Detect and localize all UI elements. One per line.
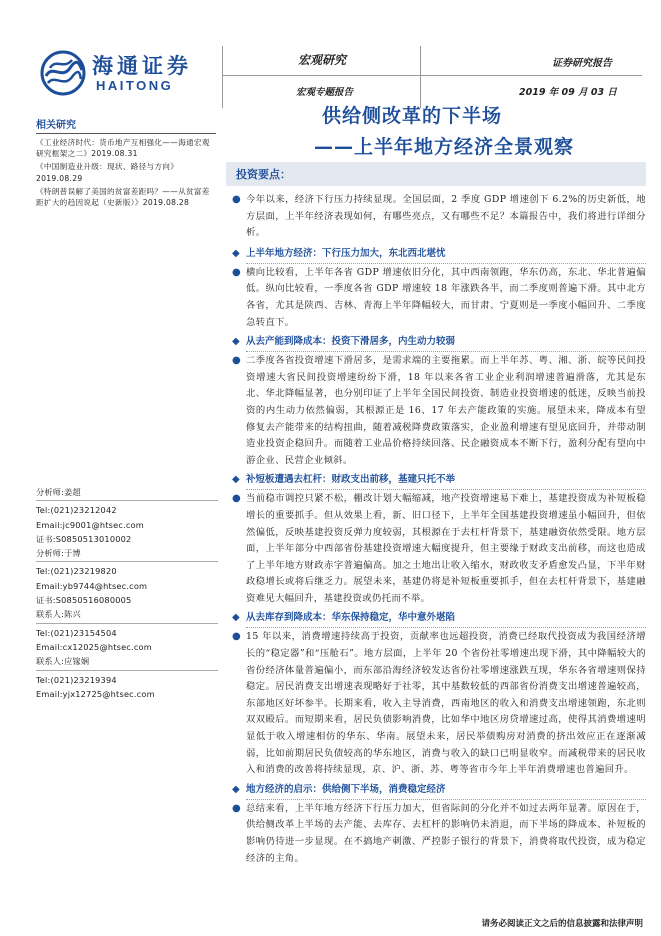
- report-type: 证券研究报告: [552, 58, 612, 69]
- contact-card: [36, 607, 218, 654]
- analyst-rule: [36, 500, 218, 501]
- subsection-heading: [228, 334, 646, 350]
- logo-english-name: HAITONG: [96, 78, 174, 93]
- related-research-item[interactable]: 《中国制造业升级：现状、路径与方向》2019.08.29: [36, 162, 179, 183]
- analyst-name: 分析师:于博: [36, 548, 81, 559]
- subsection-title: 补短板遭遇去杠杆：财政支出前移，基建只托不举: [246, 474, 456, 486]
- analyst-tel: Tel:(021)23219820: [36, 566, 117, 577]
- analyst-cert: 证书:S0850516080005: [36, 595, 132, 606]
- contact-tel: Tel:(021)23219394: [36, 674, 117, 685]
- paragraph-text: 二季度各省投资增速下滑居多，是需求端的主要拖累。而上半年苏、粤、湘、浙、皖等民间投资增速大省民间投资增速纷纷下滑，18 年以来各省工业企业利润增速普遍滑落，尤其是东北、华北降幅显著，也分别印证了上半年全国民间投资、制造业投资增速的低迷，反映当前投资的内生动力依然偏弱，其根源正是 16、17 年去产能政策的实施。展望未来，降成本有望修复去产能带来的结构扭曲，随着减税降费政策落实，企业盈利增速有望见底回升，并带动制造业投资企稳回升。而随着工业品价格持续回落、民企融资成本不断下行，盈利分配有望向中游企业、民营企业倾斜。: [246, 355, 646, 466]
- bullet-icon: ●: [232, 355, 242, 367]
- analyst-card: [36, 485, 218, 546]
- disclaimer-footer: 请务必阅读正文之后的信息披露和法律声明: [481, 919, 643, 929]
- logo-chinese-name: 海通证券: [92, 54, 192, 78]
- body-paragraph: [228, 801, 646, 867]
- bullet-icon: ●: [232, 493, 242, 505]
- contact-tel: Tel:(021)23154504: [36, 627, 117, 638]
- arrow-icon: ◆: [232, 336, 240, 348]
- subsection-heading: [228, 246, 646, 262]
- body-paragraph: [228, 491, 646, 607]
- report-subcategory: 宏观专题报告: [296, 87, 354, 98]
- subsection-title: 上半年地方经济：下行压力加大，东北西北堪忧: [246, 247, 446, 259]
- analyst-tel: Tel:(021)23212042: [36, 505, 117, 516]
- header-divider-mid: [420, 46, 421, 108]
- contact-name: 联系人:应镓娴: [36, 656, 90, 667]
- subsection-heading: [228, 782, 646, 798]
- report-date: 2019 年 09 月 03 日: [519, 87, 617, 98]
- subsection-heading: [228, 610, 646, 626]
- analyst-name: 分析师:姜超: [36, 487, 81, 497]
- body-paragraph: [228, 265, 646, 331]
- subsection-rule: [246, 627, 646, 628]
- bullet-icon: ●: [232, 266, 242, 278]
- subsection-title: 从去产能到降成本：投资下滑居多，内生动力较弱: [246, 336, 456, 348]
- report-subtitle: ——上半年地方经济全景观察: [314, 136, 575, 158]
- contact-rule: [36, 670, 218, 671]
- analyst-email[interactable]: Email:jc9001@htsec.com: [36, 519, 144, 530]
- analyst-card: [36, 546, 218, 607]
- related-research-item[interactable]: 《特朗普误解了美国的贫富差距吗？——从贫富差距扩大的趋因说起（史新版）》2019.08.28: [36, 186, 210, 208]
- intro-paragraph: [228, 192, 646, 242]
- report-header: [0, 0, 661, 110]
- analyst-cert: 证书:S0850513010002: [36, 533, 132, 544]
- report-body: [228, 190, 646, 867]
- contact-email[interactable]: Email:yjx12725@htsec.com: [36, 688, 155, 699]
- bullet-icon: ●: [232, 802, 242, 814]
- haitong-swirl-icon: [40, 50, 86, 96]
- subsection-title: 从去库存到降成本：华东保持稳定，华中意外堪陷: [246, 612, 456, 624]
- contact-email[interactable]: Email:cx12025@htsec.com: [36, 641, 152, 652]
- related-research-item[interactable]: 《工业经济时代：货币地产互相强化——海通宏观研究框架之二》2019.08.31: [36, 138, 210, 159]
- subsection-rule: [246, 351, 646, 352]
- contact-card: [36, 654, 218, 701]
- arrow-icon: ◆: [232, 474, 240, 486]
- contact-rule: [36, 623, 218, 624]
- haitong-logo: [40, 44, 200, 102]
- analyst-email[interactable]: Email:yb9744@htsec.com: [36, 580, 148, 591]
- report-category: 宏观研究: [298, 53, 347, 67]
- subsection-title: 地方经济的启示：供给侧下半场，消费稳定经济: [246, 783, 446, 795]
- section-header-bar: [226, 162, 646, 186]
- related-research: [36, 116, 216, 208]
- bullet-icon: ●: [232, 194, 242, 205]
- paragraph-text: 横向比较看，上半年各省 GDP 增速依旧分化，其中西南领跑，华东仍高，东北、华北普遍偏低。纵向比较看，一季度各省 GDP 增速较 18 年涨跌各半，而二季度则普遍下滑。其中北方各省，尤其是陕西、吉林、青海上半年降幅较大，而甘肃、宁夏则是一季度小幅回升、二季度急转直下。: [246, 266, 646, 328]
- bullet-icon: ●: [232, 631, 242, 643]
- paragraph-text: 15 年以来，消费增速持续高于投资，贡献率也远超投资，消费已经取代投资成为我国经济增长的“稳定器”和“压舱石”。地方层面，上半年 20 个省份社零增速出现下滑，其中降幅较大的省份经济体量普遍偏小，而东部沿海经济较发达省份社零增速涨跌互现，华东各省增速则保持稳定。居民消费支出增速表现略好于社零，其中基数较低的西部省份消费支出增速普遍较高，东部地区好坏参半。长期来看，收入主导消费，西南地区的收入和消费支出增速领跑，东北则双双殿后。而短期来看，居民负债影响消费，比如华中地区房贷增速过高，使得其消费增速明显低于收入增速相仿的华东、华南。展望未来，居民举债购房对消费的挤出效应正在逐渐减弱，比如前期居民负债较高的华东地区，消费与收入的缺口已明显收窄。而减税带来的居民收入和消费的改善将持续显现，京、沪、浙、苏、粤等省市今年上半年消费增速也普遍回升。: [246, 631, 646, 776]
- subsection-rule: [246, 489, 646, 490]
- contact-name: 联系人:陈兴: [36, 609, 81, 620]
- arrow-icon: ◆: [232, 612, 240, 624]
- subsection-heading: [228, 472, 646, 488]
- analyst-contacts: [36, 485, 218, 701]
- related-research-rule: [36, 133, 216, 134]
- section-heading: 投资要点：: [236, 168, 291, 181]
- arrow-icon: ◆: [232, 783, 240, 795]
- paragraph-text: 当前稳市调控只紧不松，棚改计划大幅缩减，地产投资增速易下难上，基建投资成为补短板稳增长的重要抓手。但从效果上看，新、旧口径下，上半年全国基建投资增速虽小幅回升，但依然偏低，反映基建投资反弹力度较弱，其根源在于去杠杆背景下，基建融资依然受限。地方层面，上半年部分中西部省份基建投资增速大幅度提升，但主要缘于财政支出前移，而这也造成了上半年地方财政赤字普遍偏高。加之土地出让收入缩水，财政收支矛盾愈发凸显，下半年财政稳增长或将后继乏力。展望未来，基建仍将是补短板重要抓手，但在去杠杆背景下，基建融资难见大幅回升，基建投资或仍托而不举。: [246, 493, 646, 604]
- paragraph-text: 今年以来，经济下行压力持续显现。全国层面，2 季度 GDP 增速创下 6.2%的历史新低，地方层面，上半年经济表现如何，有哪些亮点，又有哪些不足？本篇报告中，我们将进行详细分析。: [246, 194, 646, 239]
- related-research-title: 相关研究: [36, 120, 76, 131]
- subsection-rule: [246, 799, 646, 800]
- arrow-icon: ◆: [232, 247, 240, 259]
- analyst-rule: [36, 561, 218, 562]
- subsection-rule: [246, 263, 646, 264]
- header-divider-left: [222, 46, 223, 108]
- report-title: 供给侧改革的下半场: [322, 105, 503, 127]
- body-paragraph: [228, 629, 646, 778]
- header-divider-horizontal: [222, 75, 642, 76]
- paragraph-text: 总结来看，上半年地方经济下行压力加大，但省际间的分化并不如过去两年显著。原因在于，供给侧改革上半场的去产能、去库存、去杠杆的影响仍未消退，而下半场的降成本、补短板的影响仍待进一步显现。在不搞地产刺激、严控影子银行的背景下，消费将取代投资，成为稳定经济的主角。: [246, 802, 646, 864]
- body-paragraph: [228, 353, 646, 469]
